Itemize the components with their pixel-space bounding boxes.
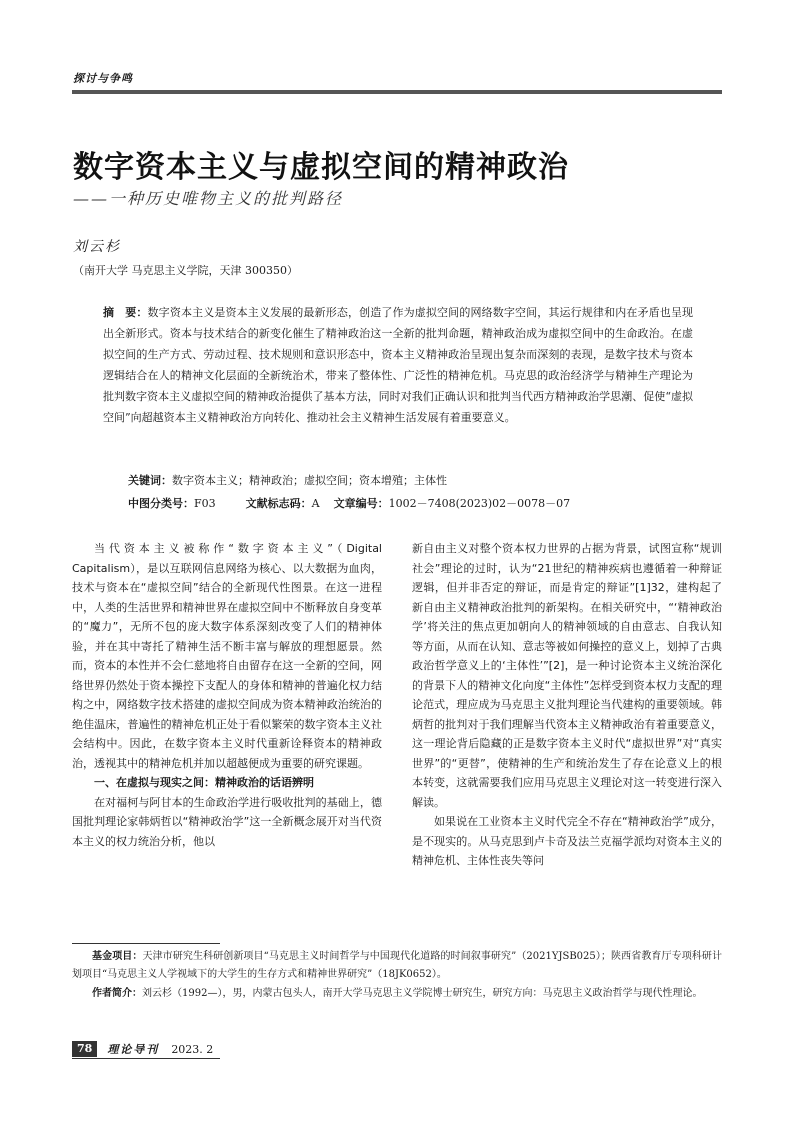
bio-text: 刘云杉（1992—），男，内蒙古包头人，南开大学马克思主义学院博士研究生，研究方向：马克思主义政治哲学与现代性理论。 [142,988,703,999]
clc-value: F03 [194,497,216,510]
art-value: 1002－7408(2023)02－0078－07 [388,497,571,510]
abstract-label: 摘 要： [103,306,148,319]
doc-label: 文献标志码： [245,497,312,510]
section-header: 探讨与争鸣 [73,72,133,85]
article-title: 数字资本主义与虚拟空间的精神政治 [73,150,569,185]
footnote-rule [72,943,220,944]
page-footer [72,1040,213,1058]
issue-number: 2023. 2 [171,1042,214,1056]
footer-rule [72,1058,220,1059]
bio-label: 作者简介： [92,988,142,999]
art-label: 文章编号： [333,497,389,510]
body-paragraph: 新自由主义对整个资本权力世界的占据为背景，试图宣称“规训社会”理论的过时，认为“21世纪的精神疾病也遵循着一种辩证逻辑，但并非否定的辩证，而是肯定的辩证”[1]32，建构起了新自由主义精神政治批判的新架构。在相关研究中，“‘精神政治学’将关注的焦点更加朝向人的精神领域的自由意志、自我认知等方面，从而在认知、意志等被如何操控的意义上，划掉了古典政治哲学意义上的‘主体性’”[2]，是一种讨论资本主义统治深化的背景下人的精神文化向度“主体性”怎样受到资本权力支配的理论范式，理应成为马克思主义批判理论当代建构的重要领域。韩炳哲的批判对于我们理解当代资本主义精神政治有着重要意义，这一理论背后隐藏的正是数字资本主义时代“虚拟世界”对“真实世界”的“更替”，使精神的生产和统治发生了存在论意义上的根本转变，这就需要我们应用马克思主义理论对这一转变进行深入解读。 [412,542,722,809]
footnote-funding [72,948,722,984]
journal-name: 理论导刊 [107,1043,160,1056]
page-number: 78 [72,1041,97,1057]
funding-label: 基金项目： [92,951,143,962]
footnote-bio [72,985,722,1003]
author-affiliation: （南开大学 马克思主义学院，天津 300350） [73,264,298,277]
body-paragraph: 当代资本主义被称作“数字资本主义”（Digital Capitalism），是以互联网信息网络为核心、以大数据为血肉，技术与资本在“虚拟空间”结合的全新现代性图景。在这一进程中，人类的生活世界和精神世界在虚拟空间中不断释放自身变革的“魔力”，无所不包的庞大数字体系深刻改变了人们的精神体验，并在其中寄托了精神生活不断丰富与解放的理想愿景。然而，资本的本性并不会仁慈地将自由留存在这一全新的空间，网络世界仍然处于资本操控下支配人的身体和精神的普遍化权力结构之中，网络数字技术搭建的虚拟空间成为资本精神政治统治的绝佳温床，普遍性的精神危机正处于看似繁荣的数字资本主义社会结构中。因此，在数字资本主义时代重新诠释资本的精神政治，透视其中的精神危机并加以超越便成为重要的研究课题。 [72,542,382,770]
body-paragraph: 在对福柯与阿甘本的生命政治学进行吸收批判的基础上，德国批判理论家韩炳哲以“精神政治学”这一全新概念展开对当代资本主义的权力统治分析，他以 [72,795,382,848]
section-heading: 一、在虚拟与现实之间：精神政治的话语辨明 [94,776,314,789]
body-right-column [412,539,722,871]
article-subtitle: ——一种历史唯物主义的批判路径 [73,189,344,208]
clc-label: 中图分类号： [128,497,194,510]
body-paragraph: 如果说在工业资本主义时代完全不存在“精神政治学”成分，是不现实的。从马克思到卢卡奇及法兰克福学派均对资本主义的精神危机、主体性丧失等问 [412,815,722,867]
author-name: 刘云杉 [73,239,121,255]
keywords [128,472,447,488]
keywords-label: 关键词： [128,474,172,487]
abstract [103,302,693,428]
header-rule [72,90,722,94]
body-left-column [72,539,382,851]
keywords-text: 数字资本主义；精神政治；虚拟空间；资本增殖；主体性 [172,474,447,487]
doc-value: A [311,497,320,510]
classification-line [128,495,570,511]
funding-text: 天津市研究生科研创新项目“马克思主义时间哲学与中国现代化道路的时间叙事研究”（2021YJSB025）；陕西省教育厅专项科研计划项目“马克思主义人学视域下的大学生的生存方式和精神世界研究”（18JK0652）。 [72,951,723,980]
abstract-text: 数字资本主义是资本主义发展的最新形态，创造了作为虚拟空间的网络数字空间，其运行规律和内在矛盾也呈现出全新形式。资本与技术结合的新变化催生了精神政治这一全新的批判命题，精神政治成为虚拟空间中的生命政治。在虚拟空间的生产方式、劳动过程、技术规则和意识形态中，资本主义精神政治呈现出复杂而深刻的表现，是数字技术与资本逻辑结合在人的精神文化层面的全新统治术，带来了整体性、广泛性的精神危机。马克思的政治经济学与精神生产理论为批判数字资本主义虚拟空间的精神政治提供了基本方法，同时对我们正确认识和批判当代西方精神政治学思潮、促使“虚拟空间”向超越资本主义精神政治方向转化、推动社会主义精神生活发展有着重要意义。 [103,306,694,424]
